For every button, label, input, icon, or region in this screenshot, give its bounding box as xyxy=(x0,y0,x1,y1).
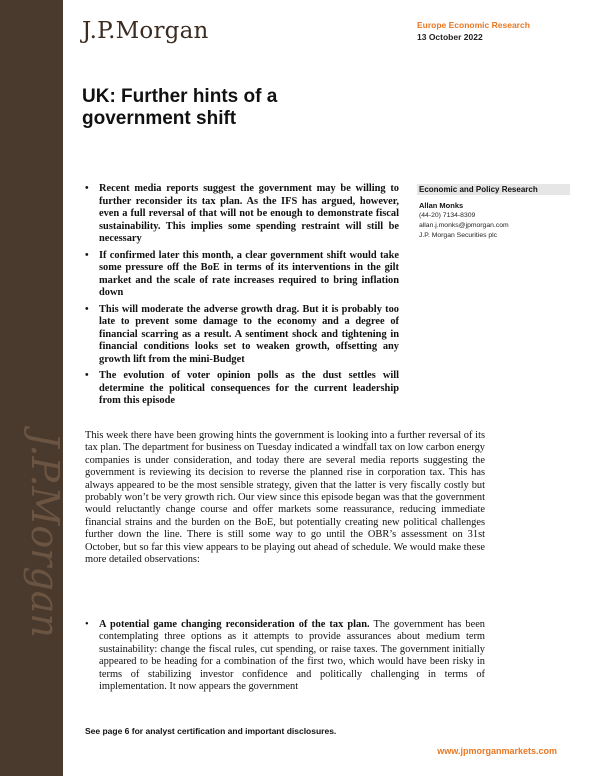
logo-watermark xyxy=(2,420,67,650)
website-link[interactable]: www.jpmorganmarkets.com xyxy=(437,746,557,756)
disclosure-note: See page 6 for analyst certification and important disclosures. xyxy=(85,726,337,736)
company-logo: J.P.Morgan xyxy=(82,18,209,44)
summary-bullet: • The evolution of voter opinion polls as the dust settles will determine the political consequences for the current leadership from this episode xyxy=(85,370,399,408)
analyst-phone: (44-20) 7134-8309 xyxy=(419,212,476,219)
watermark-text: J.P.Morgan xyxy=(23,432,67,638)
brand-sidebar xyxy=(0,0,67,776)
summary-bullet: • If confirmed later this month, a clear government shift would take some pressure off the BoE in terms of its interventions in the gilt market and the scale of rate increases required to bring inflation down xyxy=(85,250,399,300)
analyst-firm: J.P. Morgan Securities plc xyxy=(419,232,498,239)
observation-text xyxy=(99,619,485,693)
summary-bullet-list xyxy=(85,183,399,412)
summary-bullet: • Recent media reports suggest the government may be willing to further reconsider its tax plan. As the IFS has argued, however, even a full reversal of that will not be enough to demonstrate fiscal sustainability. This implies some spending restraint will still be necessary xyxy=(85,183,399,246)
analyst-name: Allan Monks xyxy=(419,201,464,210)
report-type: Europe Economic Research xyxy=(417,20,530,30)
observation-lead: A potential game changing reconsideration of the tax plan. xyxy=(99,619,370,630)
report-header xyxy=(417,20,530,42)
observation-body: The government has been contemplating three options as it attempts to provide assurances about medium term sustainability: change the fiscal rules, cut spending, or raise taxes. The government initially appeared to be heading for a combination of the first two, which would have been risky in terms of stabilizing investor confidence and politically challenging in terms of implementation. It now appears the government xyxy=(99,619,486,693)
page-title: UK: Further hints of a government shift xyxy=(82,86,278,129)
analyst-contact-box xyxy=(417,184,570,240)
bullet-dot-icon: • xyxy=(85,619,89,630)
observation-bullet xyxy=(85,619,485,693)
report-date: 13 October 2022 xyxy=(417,32,483,42)
summary-bullet: • This will moderate the adverse growth drag. But it is probably too late to prevent some damage to the economy and a degree of financial scarring as a result. A sentiment shock and tightening in financial conditions looks set to weaken growth, offsetting any growth lift from the mini-Budget xyxy=(85,304,399,367)
analyst-email[interactable]: allan.j.monks@jpmorgan.com xyxy=(419,222,509,229)
body-paragraph: This week there have been growing hints the government is looking into a further reversal of its tax plan. The department for business on Tuesday indicated a windfall tax on low carbon energy companies is under consideration, and today there are several media reports suggesting the government is reviewing its decision to reverse the planned rise in corporation tax. This has always appeared to be the most sensible strategy, given that the latter is very fiscally costly but probably won’t be very growth rich. Our view since this episode began was that the government would reluctantly change course and offer markets some reassurance, reducing immediate financial strains and the burden on the BoE, but potentially creating new political challenges further down the line. There is still some way to go until the OBR’s assessment on 31st October, but so far this view appears to be playing out ahead of schedule. We would make these more detailed observations: xyxy=(85,430,485,566)
analyst-department: Economic and Policy Research xyxy=(417,184,570,195)
